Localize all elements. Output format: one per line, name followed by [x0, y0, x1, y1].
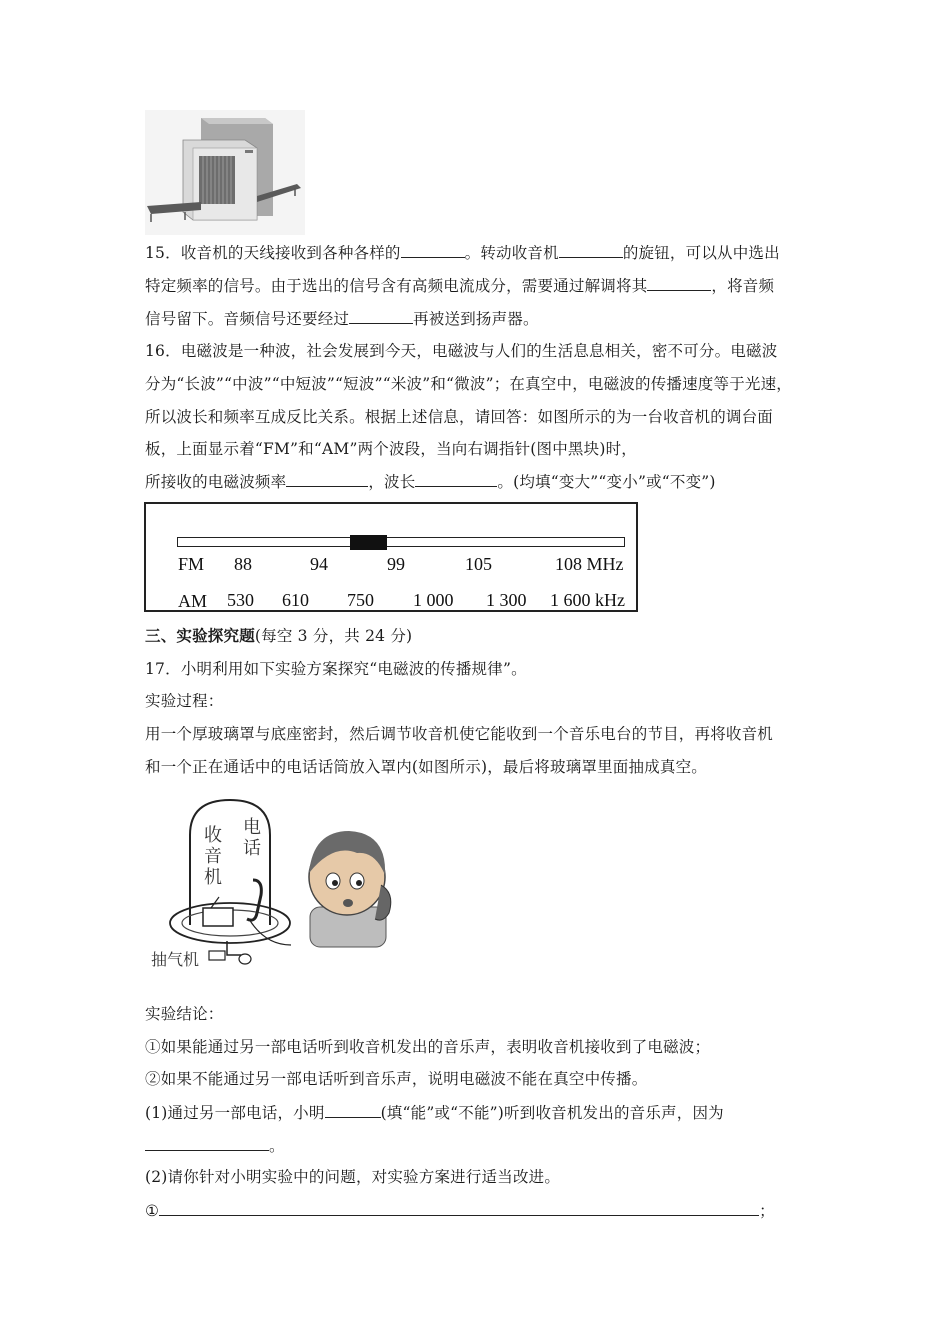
answer-blank[interactable]: [349, 307, 413, 324]
q16-line-1: 16．电磁波是一种波，社会发展到今天，电磁波与人们的生活息息相关，密不可分。电磁波: [145, 342, 778, 360]
radio-tuner-panel: [144, 502, 638, 612]
section-3-heading: 三、实验探究题(每空 3 分，共 24 分): [145, 626, 413, 645]
answer-blank[interactable]: [559, 241, 623, 258]
experiment-figure: [145, 795, 415, 975]
q15-line-1: 15．收音机的天线接收到各种各样的 。转动收音机 的旋钮，可以从中选出: [145, 241, 808, 264]
q17-process-label: 实验过程：: [145, 692, 224, 710]
answer-blank[interactable]: [325, 1101, 381, 1118]
answer-blank[interactable]: [286, 470, 368, 487]
q17-sub1-line-2: 。: [145, 1134, 808, 1157]
answer-blank[interactable]: [145, 1134, 269, 1151]
q16-line-4: 板，上面显示着“FM”和“AM”两个波段，当向右调指针(图中黑块)时，: [145, 440, 637, 458]
q17-conclusion-2: ②如果不能通过另一部电话听到音乐声，说明电磁波不能在真空中传播。: [145, 1070, 648, 1088]
tuner-scale-bar: [177, 537, 625, 547]
am-band-label: AM: [178, 591, 208, 611]
fm-band-label: FM: [178, 554, 205, 574]
q16-line-5: 所接收的电磁波频率 ，波长 。(均填“变大”“变小”或“不变”): [145, 470, 808, 493]
am-tick-label: 1 000: [413, 590, 454, 610]
am-tick-label: 530: [227, 590, 254, 610]
q17-sub2: (2)请你针对小明实验中的问题，对实验方案进行适当改进。: [145, 1168, 561, 1186]
q17-intro: 17．小明利用如下实验方案探究“电磁波的传播规律”。: [145, 660, 527, 678]
q17-conclusion-1: ①如果能通过另一部电话听到收音机发出的音乐声，表明收音机接收到了电磁波；: [145, 1038, 711, 1056]
answer-blank[interactable]: [401, 241, 465, 258]
am-tick-label: 1 300: [486, 590, 527, 610]
q16-line-3: 所以波长和频率互成反比关系。根据上述信息，请回答：如图所示的为一台收音机的调台面: [145, 408, 774, 426]
tuner-pointer[interactable]: [350, 535, 387, 550]
fm-tick-label: 94: [310, 554, 328, 574]
fm-tick-label: 99: [387, 554, 405, 574]
phone-label-char: 话: [243, 838, 261, 859]
radio-label-char: 机: [204, 867, 222, 888]
fm-tick-label: 105: [465, 554, 492, 574]
answer-blank[interactable]: [415, 470, 497, 487]
q17-sub1-line-1: (1)通过另一部电话，小明 (填“能”或“不能”)听到收音机发出的音乐声，因为: [145, 1101, 808, 1124]
radio-label-char: 收: [204, 825, 222, 846]
phone-label-char: 电: [243, 817, 261, 838]
answer-blank[interactable]: [647, 274, 711, 291]
am-tick-label: 610: [282, 590, 309, 610]
xray-scanner-figure: [145, 110, 305, 235]
q17-process-line-2: 和一个正在通话中的电话话筒放入罩内(如图所示)，最后将玻璃罩里面抽成真空。: [145, 758, 707, 776]
pump-label: 抽气机: [151, 950, 200, 969]
fm-tick-label: 108 MHz: [555, 554, 624, 574]
q15-line-3: 信号留下。音频信号还要经过 再被送到扬声器。: [145, 307, 808, 330]
am-tick-label: 1 600 kHz: [550, 590, 625, 610]
q16-line-2: 分为“长波”“中波”“中短波”“短波”“米波”和“微波”；在真空中，电磁波的传播速度等于光速，: [145, 375, 792, 393]
q17-process-line-1: 用一个厚玻璃罩与底座密封，然后调节收音机使它能收到一个音乐电台的节目，再将收音机: [145, 725, 774, 743]
radio-label-char: 音: [204, 846, 222, 867]
fm-tick-label: 88: [234, 554, 252, 574]
am-tick-label: 750: [347, 590, 374, 610]
answer-blank[interactable]: [159, 1199, 759, 1216]
q15-line-2: 特定频率的信号。由于选出的信号含有高频电流成分，需要通过解调将其 ，将音频: [145, 274, 808, 297]
q17-conclusion-label: 实验结论：: [145, 1005, 224, 1023]
q17-sub2-item-1: ① ；: [145, 1199, 808, 1222]
